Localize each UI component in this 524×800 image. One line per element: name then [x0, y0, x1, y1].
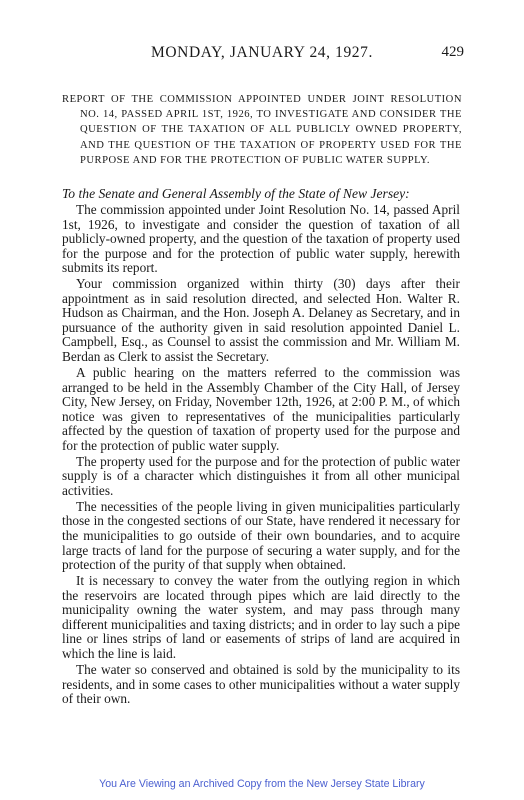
salutation: To the Senate and General Assembly of the State of New Jersey:	[62, 186, 410, 201]
page-number: 429	[441, 44, 464, 60]
page-header	[60, 44, 464, 62]
paragraph: The necessities of the people living in given municipalities particularly those in the congested sections of our State, have rendered it necessary for the municipalities to go outside of their own boundaries, and to acquire large tracts of land for the purpose of securing a water supply, and for the protection of the purity of that supply when obtained.	[62, 498, 460, 573]
archive-watermark: You Are Viewing an Archived Copy from the New Jersey State Library	[99, 778, 425, 790]
paragraph: The commission appointed under Joint Resolution No. 14, passed April 1st, 1926, to investigate and consider the question of taxation of all publicly-owned property, and the question of the taxation of property used for the purpose and for the protection of public water supply, herewith submits its report.	[62, 202, 460, 276]
paragraph: A public hearing on the matters referred to the commission was arranged to be held in the Assembly Chamber of the City Hall, of Jersey City, New Jersey, on Friday, November 12th, 1926, at 2:00 P. M., of which notice was given to representatives of the municipalities particularly affected by the question of taxation of property used for the purpose and for the protection of public water supply.	[62, 365, 460, 453]
paragraph: The water so conserved and obtained is sold by the municipality to its residents, and in some cases to other municipalities without a water supply of their own.	[62, 661, 460, 707]
paragraph: The property used for the purpose and for the protection of public water supply is of a character which distinguishes it from all other municipal activities.	[62, 453, 460, 498]
paragraph: Your commission organized within thirty (30) days after their appointment as in said resolution directed, and selected Hon. Walter R. Hudson as Chairman, and the Hon. Joseph A. Delaney as Secretary, and in pursuance of the authority given in said resolution appointed Daniel L. Campbell, Esq., as Counsel to assist the commission and Mr. William M. Berdan as Clerk to assist the Secretary.	[62, 276, 460, 364]
report-heading	[62, 92, 462, 168]
body-text	[62, 203, 460, 708]
page-title: MONDAY, JANUARY 24, 1927.	[151, 44, 373, 61]
paragraph: It is necessary to convey the water from the outlying region in which the reservoirs are located through pipes which are laid directly to the municipality owning the water system, and may pass through many different municipalities and taxing districts; and in order to lay such a pipe line or lines strips of land or easements of strips of land are acquired in which the line is laid.	[62, 573, 460, 661]
report-heading-text: REPORT OF THE COMMISSION APPOINTED UNDER JOINT RESOLUTION NO. 14, PASSED APRIL 1ST, 1926, TO INVESTIGATE AND CONSIDER THE QUESTION OF THE TAXATION OF ALL PUBLICLY OWNED PROPERTY, AND THE QUESTION OF THE TAXATION OF PROPERTY USED FOR THE PURPOSE AND FOR THE PROTECTION OF PUBLIC WATER SUPPLY.	[62, 94, 462, 166]
